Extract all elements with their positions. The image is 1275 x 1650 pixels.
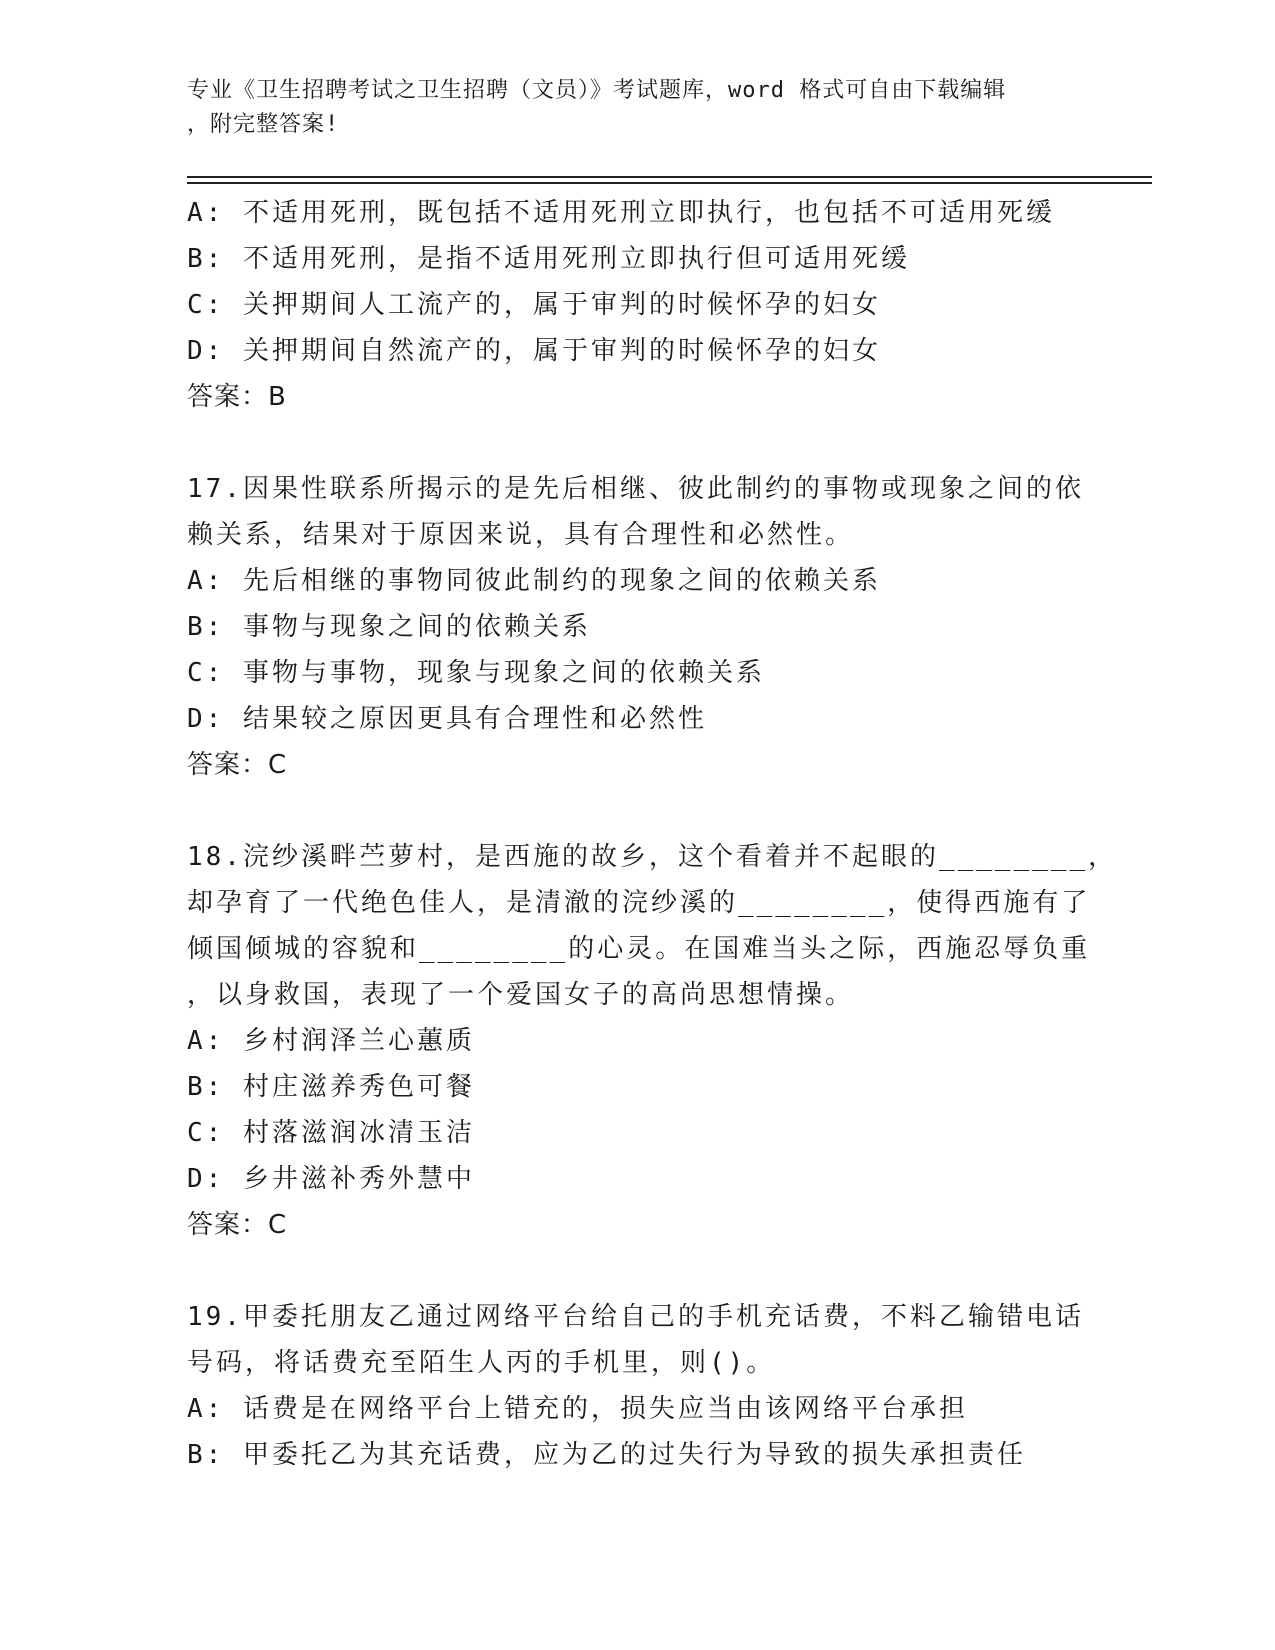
answer: 答案：B: [187, 382, 287, 412]
option-a: A: 先后相继的事物同彼此制约的现象之间的依赖关系: [187, 566, 881, 596]
option-b: B: 事物与现象之间的依赖关系: [187, 612, 591, 642]
question-stem-line: 却孕育了一代绝色佳人，是清澈的浣纱溪的________，使得西施有了: [187, 888, 1091, 918]
spacer: [187, 1248, 1087, 1294]
option-d: D: 关押期间自然流产的，属于审判的时候怀孕的妇女: [187, 336, 881, 366]
question-stem-line: ，以身救国，表现了一个爱国女子的高尚思想情操。: [187, 980, 855, 1010]
question-stem-line: 号码，将话费充至陌生人丙的手机里，则()。: [187, 1348, 776, 1378]
option-d: D: 结果较之原因更具有合理性和必然性: [187, 704, 707, 734]
question-17: [187, 466, 1087, 788]
answer: 答案：C: [187, 750, 288, 780]
option-c: C: 关押期间人工流产的，属于审判的时候怀孕的妇女: [187, 290, 881, 320]
document-body: [187, 190, 1118, 1478]
question-stem-line: 17.因果性联系所揭示的是先后相继、彼此制约的事物或现象之间的依: [187, 474, 1084, 504]
option-d: D: 乡井滋补秀外慧中: [187, 1164, 475, 1194]
question-16: [187, 190, 1087, 420]
spacer: [187, 420, 1087, 466]
option-a: A: 乡村润泽兰心蕙质: [187, 1026, 475, 1056]
question-stem-line: 18.浣纱溪畔苎萝村，是西施的故乡，这个看着并不起眼的________，: [187, 842, 1118, 872]
header-line-1: 专业《卫生招聘考试之卫生招聘（文员）》考试题库，word 格式可自由下载编辑: [187, 78, 1007, 103]
header-divider-bottom: [187, 182, 1152, 184]
document-header: [187, 74, 1067, 142]
question-18: [187, 834, 1118, 1248]
header-line-2: ，附完整答案!: [187, 112, 340, 137]
option-a: A: 不适用死刑，既包括不适用死刑立即执行，也包括不可适用死缓: [187, 198, 1055, 228]
option-b: B: 不适用死刑，是指不适用死刑立即执行但可适用死缓: [187, 244, 910, 274]
header-divider-top: [187, 176, 1152, 178]
question-stem-line: 赖关系，结果对于原因来说，具有合理性和必然性。: [187, 520, 855, 550]
option-c: C: 事物与事物，现象与现象之间的依赖关系: [187, 658, 765, 688]
option-b: B: 甲委托乙为其充话费，应为乙的过失行为导致的损失承担责任: [187, 1440, 1026, 1470]
option-b: B: 村庄滋养秀色可餐: [187, 1072, 475, 1102]
option-a: A: 话费是在网络平台上错充的，损失应当由该网络平台承担: [187, 1394, 968, 1424]
answer: 答案：C: [187, 1210, 288, 1240]
question-stem-line: 19.甲委托朋友乙通过网络平台给自己的手机充话费，不料乙输错电话: [187, 1302, 1084, 1332]
question-19: [187, 1294, 1087, 1478]
spacer: [187, 788, 1087, 834]
question-stem-line: 倾国倾城的容貌和________的心灵。在国难当头之际，西施忍辱负重: [187, 934, 1091, 964]
option-c: C: 村落滋润冰清玉洁: [187, 1118, 475, 1148]
